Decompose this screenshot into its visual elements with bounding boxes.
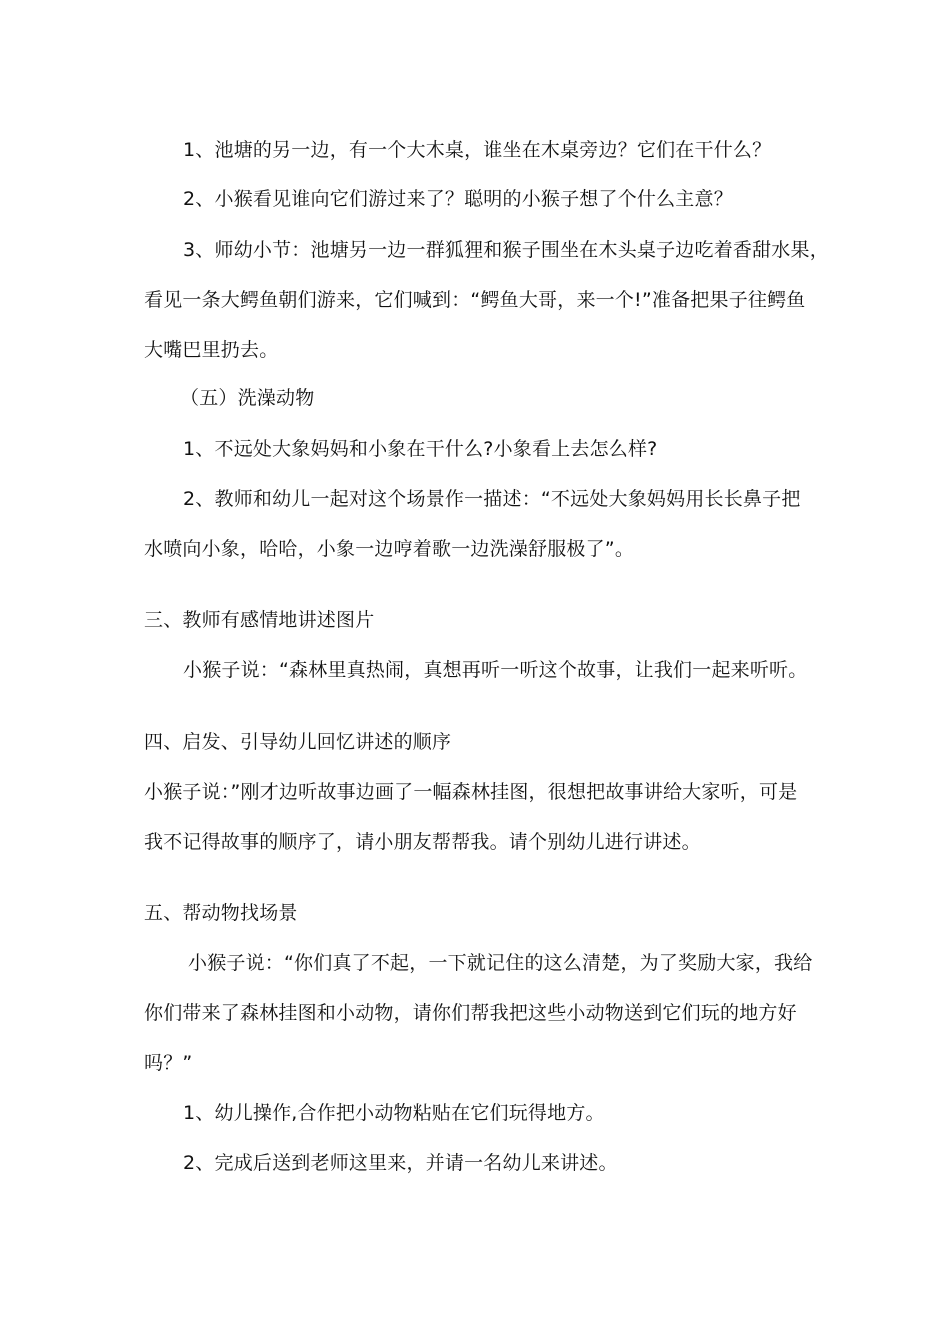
heading-4-paragraph-line-2: 我不记得故事的顺序了，请小朋友帮帮我。请个别幼儿进行讲述。 [144,831,701,853]
heading-5-paragraph-line-1: 小猴子说：“你们真了不起，一下就记住的这么清楚，为了奖励大家，我给 [188,952,813,974]
heading-5-step-2: 2、完成后送到老师这里来，并请一名幼儿来讲述。 [183,1152,618,1174]
heading-5: 五、帮动物找场景 [144,902,298,924]
section-5-description-line-2: 水喷向小象，哈哈，小象一边哼着歌一边洗澡舒服极了”。 [144,538,635,560]
heading-4-paragraph-line-1: 小猴子说：”刚才边听故事边画了一幅森林挂图，很想把故事讲给大家听，可是 [144,781,798,803]
question-2: 2、小猴看见谁向它们游过来了？聪明的小猴子想了个什么主意？ [183,188,733,210]
heading-3: 三、教师有感情地讲述图片 [144,609,375,631]
summary-line-3: 大嘴巴里扔去。 [144,339,279,361]
summary-line-1: 3、师幼小节：池塘另一边一群狐狸和猴子围坐在木头桌子边吃着香甜水果， [183,239,829,261]
heading-5-paragraph-line-3: 吗？” [144,1052,193,1074]
section-5-description-line-1: 2、教师和幼儿一起对这个场景作一描述：“不远处大象妈妈用长长鼻子把 [183,488,801,510]
heading-5-step-1: 1、幼儿操作,合作把小动物粘贴在它们玩得地方。 [183,1102,605,1124]
section-5-question-1: 1、不远处大象妈妈和小象在干什么?小象看上去怎么样? [183,438,658,460]
summary-line-2: 看见一条大鳄鱼朝们游来，它们喊到：“鳄鱼大哥，来一个!”准备把果子往鳄鱼 [144,289,806,311]
heading-4: 四、启发、引导幼儿回忆讲述的顺序 [144,731,452,753]
section-5-title: （五）洗澡动物 [180,387,315,409]
heading-5-paragraph-line-2: 你们带来了森林挂图和小动物，请你们帮我把这些小动物送到它们玩的地方好 [144,1002,797,1024]
heading-3-paragraph: 小猴子说：“森林里真热闹，真想再听一听这个故事，让我们一起来听听。 [183,659,808,681]
question-1: 1、池塘的另一边，有一个大木桌，谁坐在木桌旁边？它们在干什么？ [183,139,772,161]
